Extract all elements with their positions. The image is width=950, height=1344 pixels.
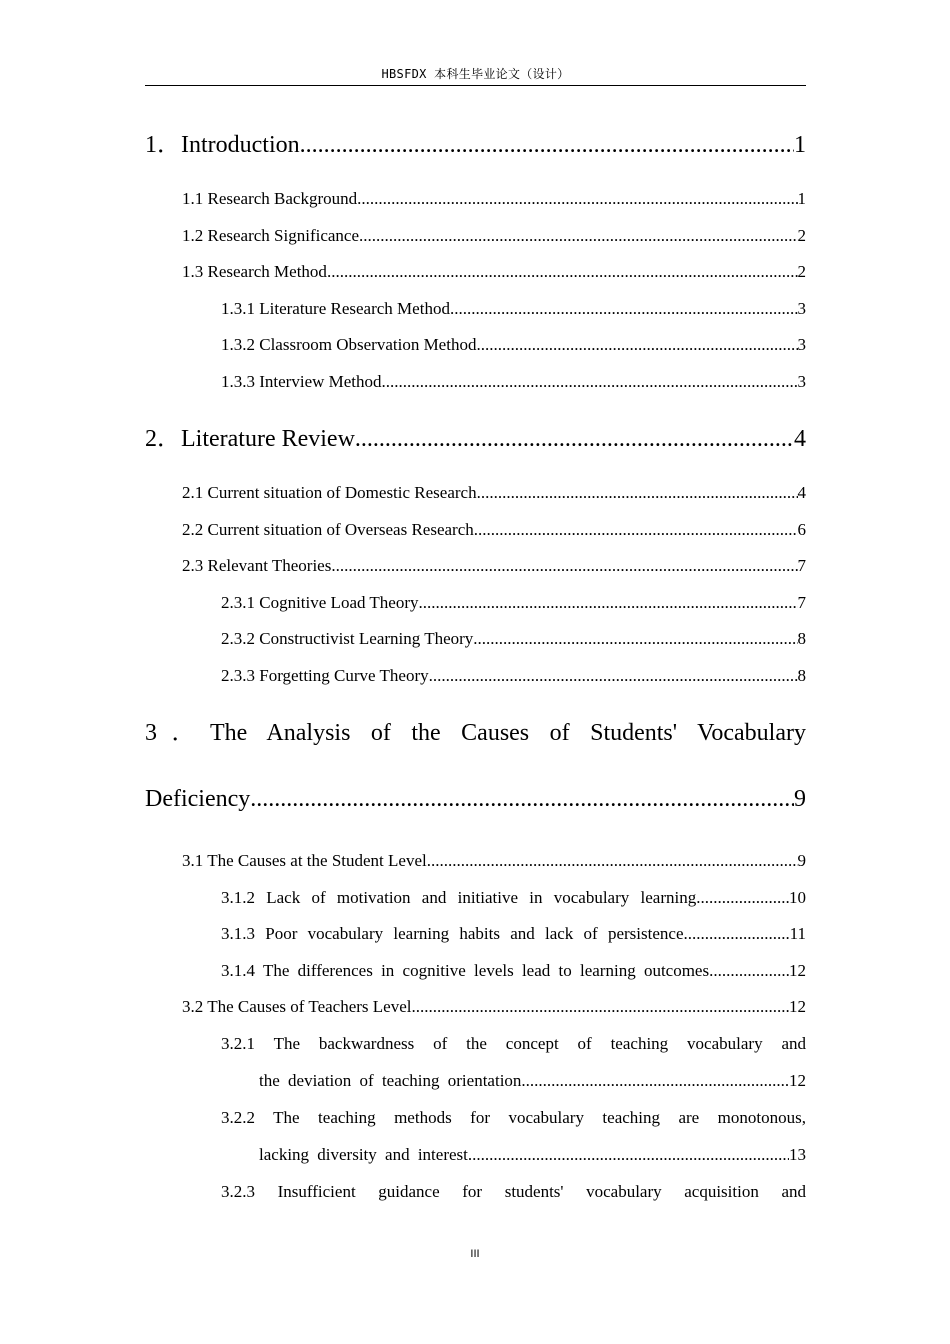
- toc-label: 2.3 Relevant Theories: [182, 556, 332, 575]
- toc-label: 1.3.3 Interview Method: [221, 372, 382, 391]
- toc-entry-3-2-2-line-1[interactable]: [145, 1108, 806, 1136]
- toc-page-number: 11: [789, 924, 806, 943]
- toc-leader: [357, 189, 797, 209]
- toc-leader: [359, 226, 797, 246]
- toc-leader: [419, 593, 798, 613]
- toc-leader: [429, 666, 798, 686]
- toc-page-number: 3: [797, 335, 806, 354]
- toc-entry-3-2-3-line-1[interactable]: [145, 1182, 806, 1210]
- toc-leader: [382, 372, 798, 392]
- toc-label: 2.3.1 Cognitive Load Theory: [221, 593, 419, 612]
- toc-entry-1-2[interactable]: [145, 226, 806, 254]
- toc-leader: [709, 961, 789, 981]
- toc-leader: [412, 997, 790, 1017]
- toc-entry-3-1-2[interactable]: [145, 888, 806, 916]
- toc-entry-2-2[interactable]: [145, 520, 806, 548]
- toc-leader: [300, 132, 794, 159]
- toc-page-number: 13: [789, 1145, 806, 1164]
- toc-page-number: 4: [797, 483, 806, 502]
- toc-page-number: 9: [794, 786, 806, 812]
- toc-label: 2.3.2 Constructivist Learning Theory: [221, 629, 474, 648]
- toc-entry-chapter-2[interactable]: [145, 418, 806, 454]
- toc-entry-1-3-1[interactable]: [145, 299, 806, 327]
- toc-page-number: 8: [797, 629, 806, 648]
- toc-leader: [450, 299, 798, 319]
- toc-label: 1.3.2 Classroom Observation Method: [221, 335, 477, 354]
- toc-entry-2-3-1[interactable]: [145, 593, 806, 621]
- toc-page-number: 6: [797, 520, 806, 539]
- toc-label: lacking diversity and interest: [259, 1145, 468, 1164]
- toc-entry-1-1[interactable]: [145, 189, 806, 217]
- toc-label: 2.3.3 Forgetting Curve Theory: [221, 666, 429, 685]
- toc-entry-1-3[interactable]: [145, 262, 806, 290]
- toc-page-number: 8: [797, 666, 806, 685]
- toc-page-number: 1: [794, 132, 806, 158]
- toc-page-number: 3: [797, 372, 806, 391]
- toc-page-number: 12: [789, 961, 806, 980]
- toc-label: 2．Literature Review: [145, 426, 355, 452]
- page-header: HBSFDX 本科生毕业论文（设计）: [381, 67, 570, 81]
- toc-page-number: 12: [789, 1071, 806, 1090]
- toc-label: 3．The Analysis of the Causes of Students' Vocabulary: [145, 720, 806, 746]
- toc-entry-chapter-1[interactable]: [145, 124, 806, 160]
- toc-entry-chapter-3-line-1[interactable]: [145, 712, 806, 748]
- toc-label: 3.1.2 Lack of motivation and initiative in vocabulary learning: [221, 888, 697, 907]
- toc-label: 3.1.3 Poor vocabulary learning habits and lack of persistence: [221, 924, 684, 943]
- toc-label: 2.2 Current situation of Overseas Research: [182, 520, 474, 539]
- toc-entry-3-2[interactable]: [145, 997, 806, 1025]
- toc-leader: [476, 335, 797, 355]
- toc-leader: [474, 520, 798, 540]
- toc-entry-1-3-3[interactable]: [145, 372, 806, 400]
- toc-label: 1.3.1 Literature Research Method: [221, 299, 450, 318]
- toc-label: 3.2.1 The backwardness of the concept of teaching vocabulary and: [221, 1034, 806, 1053]
- toc-entry-1-3-2[interactable]: [145, 335, 806, 363]
- toc-page-number: 12: [789, 997, 806, 1016]
- toc-leader: [355, 426, 794, 453]
- toc-label: 1.1 Research Background: [182, 189, 358, 208]
- toc-leader: [473, 629, 797, 649]
- toc-label: 1.3 Research Method: [182, 262, 327, 281]
- toc-entry-3-2-1-line-1[interactable]: [145, 1034, 806, 1062]
- toc-leader: [327, 262, 798, 282]
- toc-page-number: 4: [794, 426, 806, 452]
- toc-leader: [696, 888, 789, 908]
- toc-entry-3-1-4[interactable]: [145, 961, 806, 989]
- toc-entry-3-2-2-line-2[interactable]: [145, 1145, 806, 1173]
- toc-entry-2-3[interactable]: [145, 556, 806, 584]
- toc-leader: [477, 483, 798, 503]
- page-number: III: [470, 1248, 480, 1260]
- table-of-contents: [145, 0, 806, 1344]
- toc-page-number: 7: [797, 593, 806, 612]
- toc-label: 1．Introduction: [145, 132, 300, 158]
- toc-label: the deviation of teaching orientation: [259, 1071, 522, 1090]
- toc-page-number: 2: [797, 226, 806, 245]
- toc-entry-2-3-3[interactable]: [145, 666, 806, 694]
- toc-label: 1.2 Research Significance: [182, 226, 360, 245]
- toc-leader: [468, 1145, 789, 1165]
- toc-entry-3-1-3[interactable]: [145, 924, 806, 952]
- toc-leader: [331, 556, 797, 576]
- toc-entry-3-1[interactable]: [145, 851, 806, 879]
- toc-page-number: 9: [797, 851, 806, 870]
- toc-label: 2.1 Current situation of Domestic Research: [182, 483, 477, 502]
- toc-page-number: 3: [797, 299, 806, 318]
- toc-page-number: 2: [797, 262, 806, 281]
- toc-page-number: 10: [789, 888, 806, 907]
- toc-label: 3.2.3 Insufficient guidance for students' vocabulary acquisition and: [221, 1182, 806, 1201]
- toc-entry-2-1[interactable]: [145, 483, 806, 511]
- toc-page-number: 1: [797, 189, 806, 208]
- toc-label: 3.2 The Causes of Teachers Level: [182, 997, 412, 1016]
- toc-leader: [521, 1071, 789, 1091]
- toc-page-number: 7: [797, 556, 806, 575]
- toc-leader: [427, 851, 798, 871]
- toc-leader: [683, 924, 789, 944]
- toc-label: 3.2.2 The teaching methods for vocabulary teaching are monotonous,: [221, 1108, 806, 1127]
- toc-entry-3-2-1-line-2[interactable]: [145, 1071, 806, 1099]
- toc-label: Deficiency: [145, 786, 251, 812]
- toc-entry-2-3-2[interactable]: [145, 629, 806, 657]
- toc-leader: [250, 786, 794, 813]
- toc-label: 3.1 The Causes at the Student Level: [182, 851, 427, 870]
- toc-entry-chapter-3-line-2[interactable]: [145, 786, 806, 822]
- toc-label: 3.1.4 The differences in cognitive levels lead to learning outcomes: [221, 961, 710, 980]
